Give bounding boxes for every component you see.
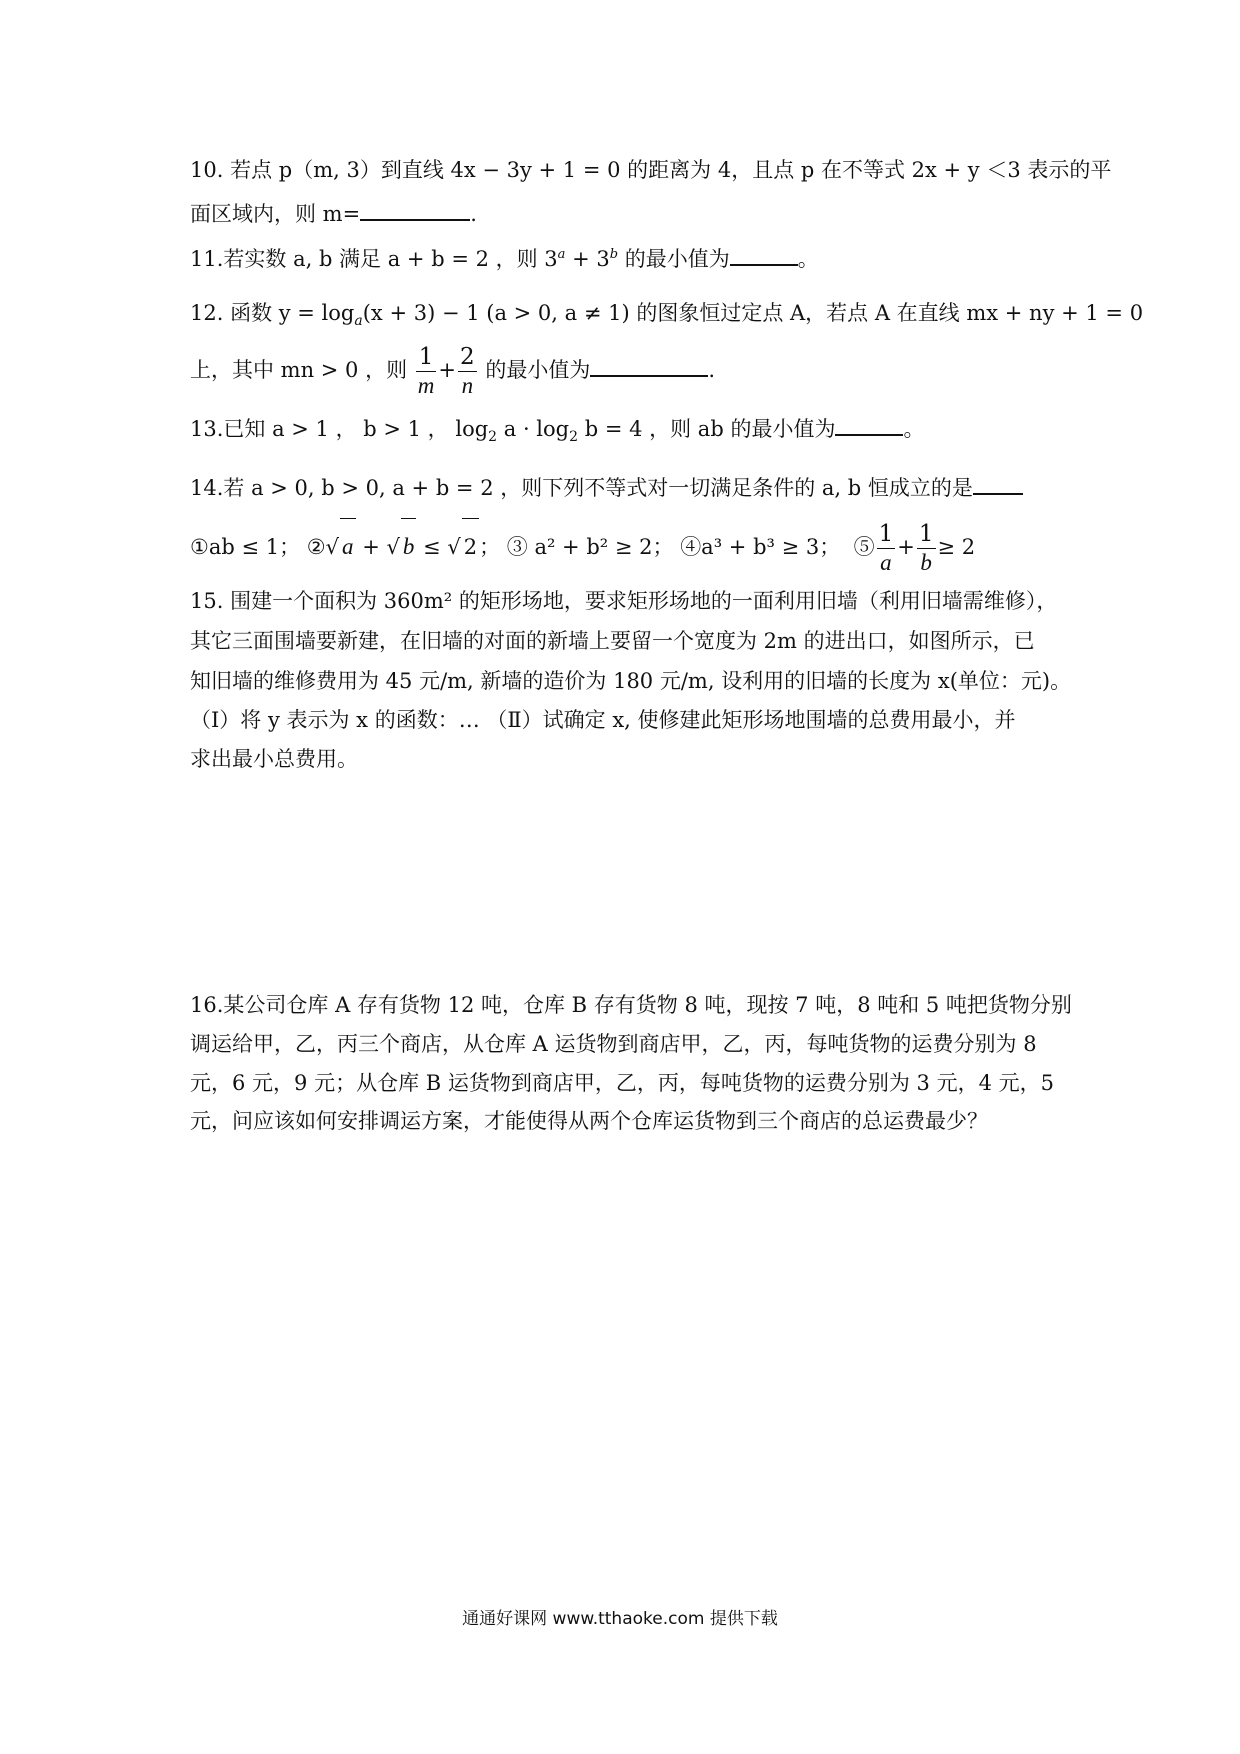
question-16-line-4: 元，问应该如何安排调运方案，才能使得从两个仓库运货物到三个商店的总运费最少？ bbox=[190, 1109, 988, 1133]
answer-blank-12 bbox=[590, 353, 708, 377]
question-16-line-3: 元，6 元，9 元；从仓库 B 运货物到商店甲，乙，丙，每吨货物的运费分别为 3 元，4 元，5 bbox=[190, 1071, 1054, 1095]
answer-blank-10 bbox=[360, 197, 470, 221]
question-12-text-rest: (x + 3) − 1 (a > 0, a ≠ 1) 的图象恒过定点 A，若点 A 在直线 mx + ny + 1 = 0 bbox=[362, 301, 1144, 325]
footer-source: 通通好课网 www.tthaoke.com 提供下载 bbox=[462, 1609, 778, 1629]
option-3: ③ a² + b² ≥ 2； bbox=[506, 535, 674, 559]
question-15-line-2: 其它三面围墙要新建，在旧墙的对面的新墙上要留一个宽度为 2m 的进出口，如图所示，已 bbox=[190, 629, 1035, 653]
option-2-marker: ② bbox=[306, 535, 326, 559]
question-11-end: 。 bbox=[797, 247, 819, 271]
le-sign: ≤ bbox=[416, 535, 448, 559]
sqrt-b: b bbox=[401, 518, 417, 575]
question-11-plus: + 3 bbox=[565, 247, 610, 271]
sqrt-2: 2 bbox=[462, 518, 479, 575]
fraction-1-over-a bbox=[877, 523, 896, 574]
question-10-period: . bbox=[470, 202, 477, 226]
question-10-line-2-text: 面区域内，则 m= bbox=[190, 202, 361, 226]
question-11-ask: 的最小值为 bbox=[618, 247, 730, 271]
option-5-relation: ≥ 2 bbox=[937, 535, 976, 559]
question-16-line-1: 16.某公司仓库 A 存有货物 12 吨，仓库 B 存有货物 8 吨，现按 7 吨，8 吨和 5 吨把货物分别 bbox=[190, 993, 1072, 1017]
option-4: ④a³ + b³ ≥ 3； bbox=[680, 535, 841, 559]
plus-sign: + bbox=[897, 535, 915, 559]
fraction-denominator: n bbox=[461, 373, 474, 398]
question-12-end: . bbox=[708, 358, 716, 382]
question-12-log-base: a bbox=[354, 313, 363, 330]
question-12-line-1 bbox=[190, 296, 1144, 338]
fraction-numerator: 1 bbox=[918, 521, 934, 547]
option-2-end: ； bbox=[479, 535, 501, 559]
question-12-line-2 bbox=[190, 342, 1060, 398]
question-11 bbox=[190, 238, 1060, 276]
option-5-marker: ⑤ bbox=[853, 535, 875, 559]
question-11-exponent-a: a bbox=[557, 247, 566, 262]
question-13-ask: b = 4 ，则 ab 的最小值为 bbox=[578, 417, 836, 441]
log-base-2: 2 bbox=[569, 429, 579, 446]
fraction-numerator: 1 bbox=[416, 346, 437, 372]
question-16-line-2: 调运给甲，乙，丙三个商店，从仓库 A 运货物到商店甲，乙，丙，每吨货物的运费分别为 8 bbox=[190, 1032, 1037, 1056]
question-15-line-1: 15. 围建一个面积为 360m² 的矩形场地，要求矩形场地的一面利用旧墙（利用旧墙需维修）， bbox=[190, 589, 1058, 613]
question-14-options: ①ab ≤ 1； ②√ a + √ b ≤ √ 2； ③ a² + b² ≥ 2； ④a³ + b³ ≥ 3； ⑤ $\frac{1}{a}$ + $\frac{1}{b}$ ≥ 2 bbox=[190, 518, 1060, 574]
fraction-numerator: 1 bbox=[878, 521, 894, 547]
answer-blank-13 bbox=[835, 412, 903, 436]
question-12-ask: 的最小值为 bbox=[485, 358, 591, 382]
option-1: ①ab ≤ 1； bbox=[190, 535, 301, 559]
question-12-text: 12. 函数 y = log bbox=[190, 301, 355, 325]
question-12-condition: 上，其中 mn > 0 ，则 bbox=[190, 358, 408, 382]
question-15-line-3: 知旧墙的维修费用为 45 元/m, 新墙的造价为 180 元/m, 设利用的旧墙的长度为 x(单位：元)。 bbox=[190, 669, 1072, 693]
question-14-text: 14.若 a > 0, b > 0, a + b = 2 ，则下列不等式对一切满足条件的 a, b 恒成立的是 bbox=[190, 476, 973, 500]
fraction-1-over-m bbox=[416, 346, 437, 397]
question-13-product: a · log bbox=[497, 417, 570, 441]
fraction-numerator: 2 bbox=[460, 344, 475, 370]
question-14-line-1 bbox=[190, 471, 1060, 505]
question-15-line-4: （Ⅰ）将 y 表示为 x 的函数：… （Ⅱ）试确定 x, 使修建此矩形场地围墙的总费用最小，并 bbox=[190, 708, 1016, 732]
log-base-2: 2 bbox=[488, 429, 498, 446]
question-11-exponent-b: b bbox=[609, 247, 619, 262]
plus-sign: + bbox=[355, 535, 387, 559]
question-13 bbox=[190, 412, 1060, 454]
question-10-line-1: 10. 若点 p（m, 3）到直线 4x − 3y + 1 = 0 的距离为 4，且点 p 在不等式 2x + y ＜3 表示的平 bbox=[190, 158, 1112, 182]
fraction-2-over-n bbox=[458, 346, 477, 397]
sqrt-a: a bbox=[340, 518, 356, 575]
plus-sign: + bbox=[438, 358, 457, 382]
question-13-end: 。 bbox=[903, 417, 925, 441]
answer-blank-11 bbox=[730, 242, 798, 266]
question-10-line-2 bbox=[190, 197, 1060, 231]
fraction-1-over-b bbox=[917, 523, 936, 574]
fraction-denominator: b bbox=[920, 550, 932, 575]
fraction-denominator: m bbox=[417, 373, 435, 398]
question-11-text: 11.若实数 a, b 满足 a + b = 2 ，则 3 bbox=[190, 247, 558, 271]
question-13-text: 13.已知 a > 1 ， b > 1 ， log bbox=[190, 417, 489, 441]
question-15-line-5: 求出最小总费用。 bbox=[190, 747, 358, 771]
fraction-denominator: a bbox=[880, 550, 892, 575]
answer-blank-14 bbox=[973, 471, 1023, 495]
